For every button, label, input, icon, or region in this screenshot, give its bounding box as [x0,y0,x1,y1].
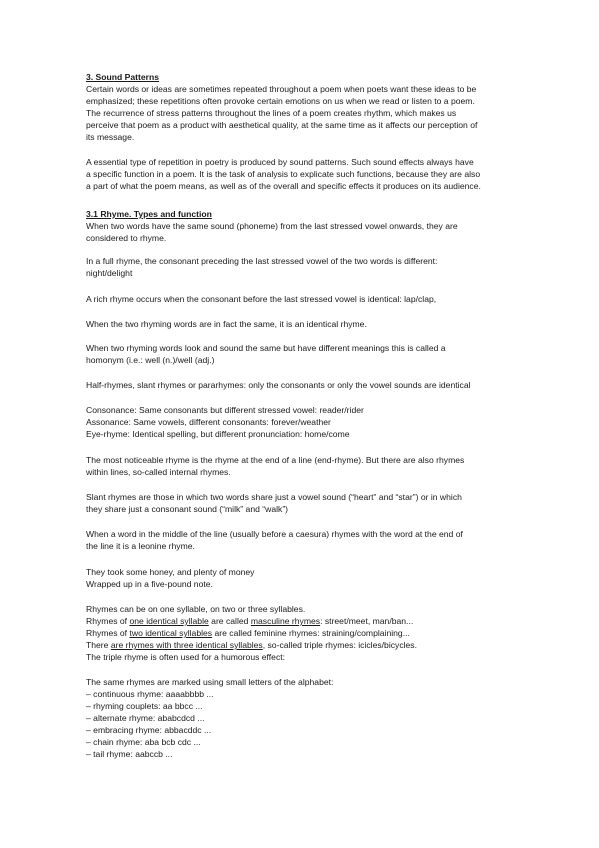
rhyme-intro [86,208,516,244]
text-line: When a word in the middle of the line (usually before a caesura) rhymes with the word at the end of [86,529,463,539]
text-line: Certain words or ideas are sometimes repeated throughout a poem when poets want these ideas to be [86,84,477,95]
half-rhymes-paragraph [86,379,516,391]
text-line: within lines, so-called internal rhymes. [86,467,231,478]
underlined-term: are rhymes with three identical syllables [110,640,263,651]
text-line: When the two rhyming words are in fact the same, it is an identical rhyme. [86,319,367,329]
text-line: Half-rhymes, slant rhymes or pararhymes: only the consonants or only the vowel sounds are identical [86,380,471,390]
scheme-item: – rhyming couplets: aa bbcc ... [86,701,203,712]
text-line: A rich rhyme occurs when the consonant before the last stressed vowel is identical: lap/clap, [86,294,437,304]
sound-patterns-paragraph [86,156,516,192]
text-span: There [86,640,111,651]
text-span: Rhymes of [86,616,130,627]
text-line: a part of what the poem means, as well as of the overall and specific effects it produces on its audience. [86,181,481,192]
subsection-heading: 3.1 Rhyme. Types and function [86,209,212,219]
text-line: homonym (i.e.: well (n.)/well (adj.) [86,355,215,366]
poem-line: They took some honey, and plenty of money [86,567,255,577]
scheme-item: – chain rhyme: aba bcb cdc ... [86,737,201,748]
identical-rhyme-paragraph [86,318,516,330]
text-line: night/delight [86,268,133,279]
poem-line: Wrapped up in a five-pound note. [86,579,213,590]
underlined-term: two identical syllables [129,628,213,639]
consonance-line: Consonance: Same consonants but different stressed vowel: reader/rider [86,405,364,415]
text-line: emphasized; these repetitions often provoke certain emotions on us when we read or listen to a poem. [86,96,475,107]
feminine-rhymes-line [86,627,516,639]
text-line: When two words have the same sound (phoneme) from the last stressed vowel onwards, they are [86,221,458,232]
text-line: The triple rhyme is often used for a humorous effect: [86,652,286,663]
full-rhyme-paragraph [86,255,516,279]
text-line: they share just a consonant sound (“milk” and “walk”) [86,504,289,515]
triple-rhymes-line [86,639,516,651]
scheme-item: – embracing rhyme: abbacddc ... [86,725,212,736]
text-line: Slant rhymes are those in which two words share just a vowel sound (“heart” and “star”) or in which [86,492,462,502]
text-line: Rhymes can be on one syllable, on two or three syllables. [86,604,306,614]
text-span: Rhymes of [86,628,130,639]
text-span: : street/meet, man/ban... [320,616,414,627]
internal-rhyme-paragraph [86,454,516,478]
section-heading: 3. Sound Patterns [86,72,160,82]
text-line: A essential type of repetition in poetry is produced by sound patterns. Such sound effects always have [86,157,474,167]
text-line: When two rhyming words look and sound the same but have different meanings this is called a [86,343,446,353]
rhyme-schemes-list [86,676,516,760]
text-line: considered to rhyme. [86,233,167,244]
text-line: The recurrence of stress patterns throughout the lines of a poem creates rhythm, which makes us [86,108,457,119]
underlined-term: one identical syllable [129,616,209,627]
text-line: The most noticeable rhyme is the rhyme at the end of a line (end-rhyme). But there are also rhymes [86,455,465,465]
text-line: a specific function in a poem. It is the task of analysis to explicate such functions, because they are also [86,169,481,180]
schemes-intro: The same rhymes are marked using small letters of the alphabet: [86,677,334,687]
homonym-paragraph [86,342,516,366]
text-span: are called [208,616,251,627]
text-line: the line it is a leonine rhyme. [86,541,195,552]
syllable-rhymes-paragraph [86,603,516,663]
leonine-rhyme-paragraph [86,528,516,552]
text-line: perceive that poem as a product with aesthetical quality, at the same time as it affects our perception of [86,120,478,131]
text-span: are called feminine rhymes: straining/complaining... [212,628,410,639]
scheme-item: – alternate rhyme: ababcdcd ... [86,713,205,724]
poem-example [86,566,516,590]
sound-patterns-intro [86,71,516,143]
slant-rhyme-paragraph [86,491,516,515]
scheme-item: – continuous rhyme: aaaabbbb ... [86,689,214,700]
scheme-item: – tail rhyme: aabccb ... [86,749,173,760]
assonance-line: Assonance: Same vowels, different consonants: forever/weather [86,417,331,428]
rich-rhyme-paragraph [86,293,516,305]
text-line: its message. [86,132,135,143]
text-line: In a full rhyme, the consonant preceding the last stressed vowel of the two words is different: [86,256,438,266]
masculine-rhymes-line [86,615,516,627]
text-span: , so-called triple rhymes: icicles/bicycles. [262,640,417,651]
underlined-term: masculine rhymes [250,616,321,627]
eye-rhyme-line: Eye-rhyme: Identical spelling, but different pronunciation: home/come [86,429,350,440]
rhyme-types-list [86,404,516,440]
